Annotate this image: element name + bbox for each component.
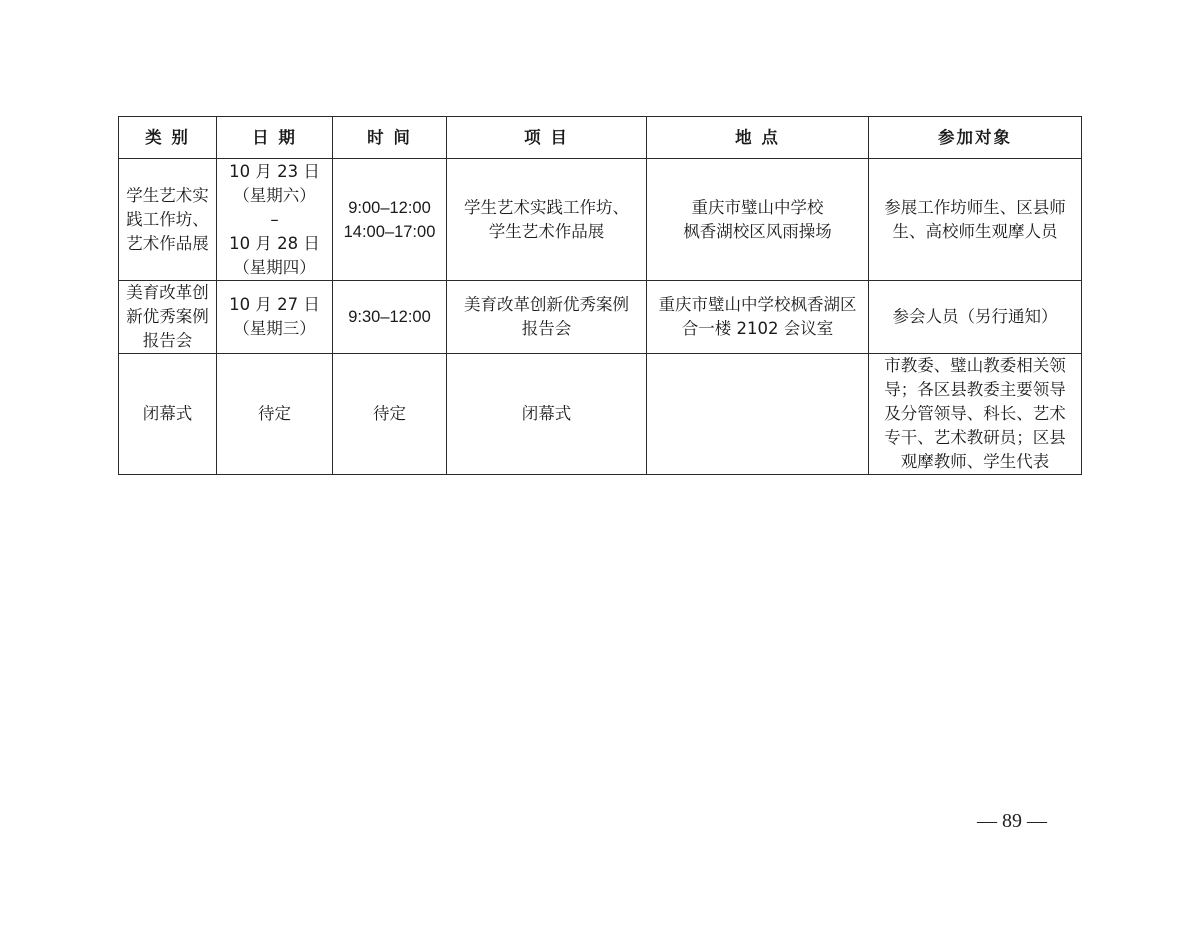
cell-line: 市教委、璧山教委相关领: [884, 356, 1066, 375]
table-row: [119, 159, 1082, 281]
cell-line: 枫香湖校区风雨操场: [683, 221, 832, 241]
cell-line: 美育改革创: [126, 283, 209, 302]
table-row: [119, 281, 1082, 354]
cell-line: 践工作坊、: [126, 209, 209, 229]
cell-line: 参展工作坊师生、区县师: [884, 197, 1066, 217]
cell-project: [447, 281, 647, 354]
cell-line: 9:30–12:00: [348, 308, 431, 326]
cell-time: [333, 354, 447, 475]
cell-line: 报告会: [142, 331, 193, 350]
cell-project: [447, 354, 647, 475]
cell-line: 重庆市璧山中学校枫香湖区: [658, 295, 857, 314]
activity-schedule-table: [118, 116, 1082, 475]
cell-line: 合一楼 2102 会议室: [681, 319, 834, 338]
cell-time: [333, 281, 447, 354]
cell-line: （星期四）: [233, 257, 316, 277]
cell-participants: [869, 354, 1082, 475]
cell-line: 导；各区县教委主要领导: [884, 380, 1066, 399]
cell-line: 10 月 23 日: [229, 161, 320, 181]
cell-category: [119, 159, 217, 281]
cell-line: 重庆市璧山中学校: [691, 197, 824, 217]
cell-location: [647, 281, 869, 354]
header-participants: 参加对象: [869, 117, 1082, 159]
cell-line: –: [270, 209, 279, 229]
cell-line: 参会人员（另行通知）: [892, 307, 1058, 326]
cell-date: [217, 281, 333, 354]
cell-line: 学生艺术实践工作坊、: [464, 197, 629, 217]
cell-line: 闭幕式: [521, 404, 572, 423]
cell-line: 闭幕式: [142, 404, 193, 423]
header-location: 地 点: [647, 117, 869, 159]
cell-date: [217, 159, 333, 281]
table-header-row: [119, 117, 1082, 159]
header-category: 类 别: [119, 117, 217, 159]
cell-line: 专干、艺术教研员；区县: [884, 428, 1066, 447]
cell-time: [333, 159, 447, 281]
cell-line: 学生艺术实: [126, 185, 209, 205]
header-project: 项 目: [447, 117, 647, 159]
cell-line: 生、高校师生观摩人员: [892, 221, 1058, 241]
cell-line: （星期六）: [233, 185, 316, 205]
cell-line: 新优秀案例: [126, 307, 209, 326]
cell-line: 14:00–17:00: [343, 222, 436, 241]
cell-project: [447, 159, 647, 281]
cell-participants: [869, 281, 1082, 354]
cell-line: 10 月 27 日: [229, 295, 320, 314]
cell-line: 观摩教师、学生代表: [900, 452, 1050, 471]
cell-line: 及分管领导、科长、艺术: [884, 404, 1066, 423]
cell-location: [647, 159, 869, 281]
page-number: — 89 —: [977, 810, 1047, 832]
cell-line: 待定: [373, 404, 406, 423]
cell-location-empty: [647, 354, 869, 475]
cell-category: [119, 281, 217, 354]
cell-line: 报告会: [521, 319, 572, 338]
cell-line: 待定: [258, 404, 291, 423]
cell-category: [119, 354, 217, 475]
cell-line: 学生艺术作品展: [488, 221, 605, 241]
header-date: 日 期: [217, 117, 333, 159]
cell-date: [217, 354, 333, 475]
header-time: 时 间: [333, 117, 447, 159]
cell-line: 艺术作品展: [126, 233, 209, 253]
cell-line: 10 月 28 日: [229, 233, 320, 253]
table-row: [119, 354, 1082, 475]
cell-line: 美育改革创新优秀案例: [464, 295, 629, 314]
cell-line: 9:00–12:00: [348, 198, 431, 217]
cell-line: （星期三）: [233, 319, 316, 338]
cell-participants: [869, 159, 1082, 281]
